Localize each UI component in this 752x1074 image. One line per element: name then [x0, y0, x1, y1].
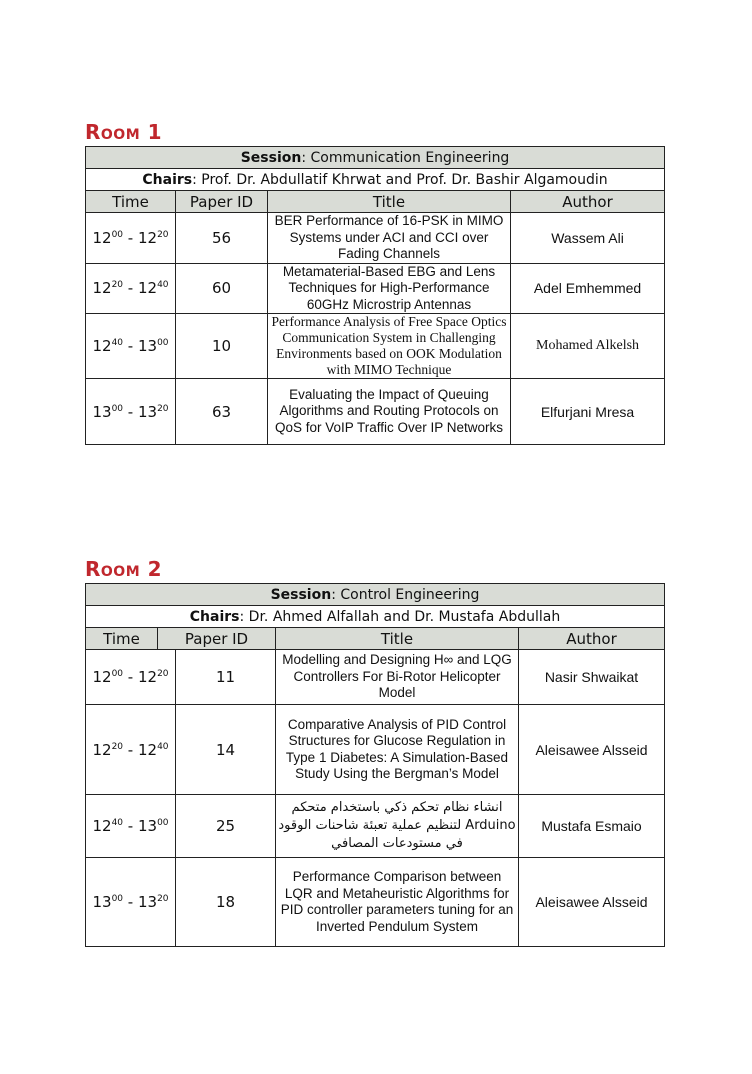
paper-id-cell: 60 — [176, 263, 268, 314]
chairs-cell — [86, 169, 665, 191]
session-cell — [86, 584, 665, 606]
session-row — [86, 147, 665, 169]
time-cell: $12^{20} - 12^{40}$ — [86, 263, 176, 314]
title-cell: BER Performance of 16-PSK in MIMO Systems under ACI and CCI over Fading Channels — [268, 213, 511, 264]
title-cell: Evaluating the Impact of Queuing Algorithms and Routing Protocols on QoS for VoIP Traffic Over IP Networks — [268, 379, 511, 445]
paper-id-cell: 56 — [176, 213, 268, 264]
chairs-label: Chairs — [189, 608, 240, 625]
author-cell: Mohamed Alkelsh — [511, 314, 665, 379]
column-header-title: Title — [268, 191, 511, 213]
paper-id-cell: 25 — [176, 795, 276, 858]
column-header-title: Title — [276, 628, 519, 650]
column-header-time-paper — [86, 628, 276, 650]
time-cell: $12^{00} - 12^{20}$ — [86, 213, 176, 264]
chairs-value: : Prof. Dr. Abdullatif Khrwat and Prof. Dr. Bashir Algamoudin — [192, 171, 608, 188]
session-value: : Control Engineering — [331, 586, 480, 603]
session-cell — [86, 147, 665, 169]
paper-id-cell: 63 — [176, 379, 268, 445]
author-cell: Aleisawee Alsseid — [519, 858, 665, 947]
time-cell: $13^{00} - 13^{20}$ — [86, 858, 176, 947]
author-cell: Elfurjani Mresa — [511, 379, 665, 445]
title-cell: Metamaterial-Based EBG and Lens Techniques for High-Performance 60GHz Microstrip Antennas — [268, 263, 511, 314]
paper-id-cell: 10 — [176, 314, 268, 379]
chairs-cell — [86, 606, 665, 628]
session-row — [86, 584, 665, 606]
table-row — [86, 705, 665, 795]
title-cell: انشاء نظام تحكم ذكي باستخدام متحكم Arduino لتنظيم عملية تعبئة شاحنات الوقود في مستودعات المصافي — [276, 795, 519, 858]
table-row — [86, 314, 665, 379]
table-row — [86, 650, 665, 705]
paper-id-cell: 11 — [176, 650, 276, 705]
column-header-paper-id: Paper ID — [184, 629, 249, 648]
author-cell: Wassem Ali — [511, 213, 665, 264]
time-cell: $12^{00} - 12^{20}$ — [86, 650, 176, 705]
session-value: : Communication Engineering — [301, 149, 510, 166]
time-cell: $12^{40} - 13^{00}$ — [86, 314, 176, 379]
title-cell: Modelling and Designing H∞ and LQG Controllers For Bi-Rotor Helicopter Model — [276, 650, 519, 705]
title-cell: Performance Comparison between LQR and Metaheuristic Algorithms for PID controller parameters tuning for an Inverted Pendulum System — [276, 858, 519, 947]
title-cell: Comparative Analysis of PID Control Structures for Glucose Regulation in Type 1 Diabetes: A Simulation-Based Study Using the Bergman’s Model — [276, 705, 519, 795]
author-cell: Aleisawee Alsseid — [519, 705, 665, 795]
column-header-row — [86, 191, 665, 213]
table-row — [86, 379, 665, 445]
paper-id-cell: 18 — [176, 858, 276, 947]
time-cell: $13^{00} - 13^{20}$ — [86, 379, 176, 445]
paper-id-cell: 14 — [176, 705, 276, 795]
column-header-time: Time — [86, 191, 176, 213]
title-cell: Performance Analysis of Free Space Optics Communication System in Challenging Environments based on OOK Modulation with MIMO Technique — [268, 314, 511, 379]
time-cell: $12^{40} - 13^{00}$ — [86, 795, 176, 858]
table-row — [86, 795, 665, 858]
column-header-time: Time — [86, 628, 158, 649]
table-row — [86, 213, 665, 264]
session-label: Session — [240, 149, 302, 166]
column-header-paper-id: Paper ID — [176, 191, 268, 213]
author-cell: Adel Emhemmed — [511, 263, 665, 314]
room-1-schedule-table — [85, 146, 665, 445]
room-1-heading: Room 1 — [85, 120, 163, 144]
column-header-author: Author — [519, 628, 665, 650]
chairs-row — [86, 606, 665, 628]
session-label: Session — [270, 586, 332, 603]
time-cell: $12^{20} - 12^{40}$ — [86, 705, 176, 795]
table-row — [86, 263, 665, 314]
author-cell: Mustafa Esmaio — [519, 795, 665, 858]
room-2-heading: Room 2 — [85, 557, 163, 581]
chairs-label: Chairs — [142, 171, 193, 188]
author-cell: Nasir Shwaikat — [519, 650, 665, 705]
table-row — [86, 858, 665, 947]
room-2-schedule-table — [85, 583, 665, 947]
column-header-row — [86, 628, 665, 650]
chairs-value: : Dr. Ahmed Alfallah and Dr. Mustafa Abdullah — [239, 608, 561, 625]
column-header-author: Author — [511, 191, 665, 213]
chairs-row — [86, 169, 665, 191]
